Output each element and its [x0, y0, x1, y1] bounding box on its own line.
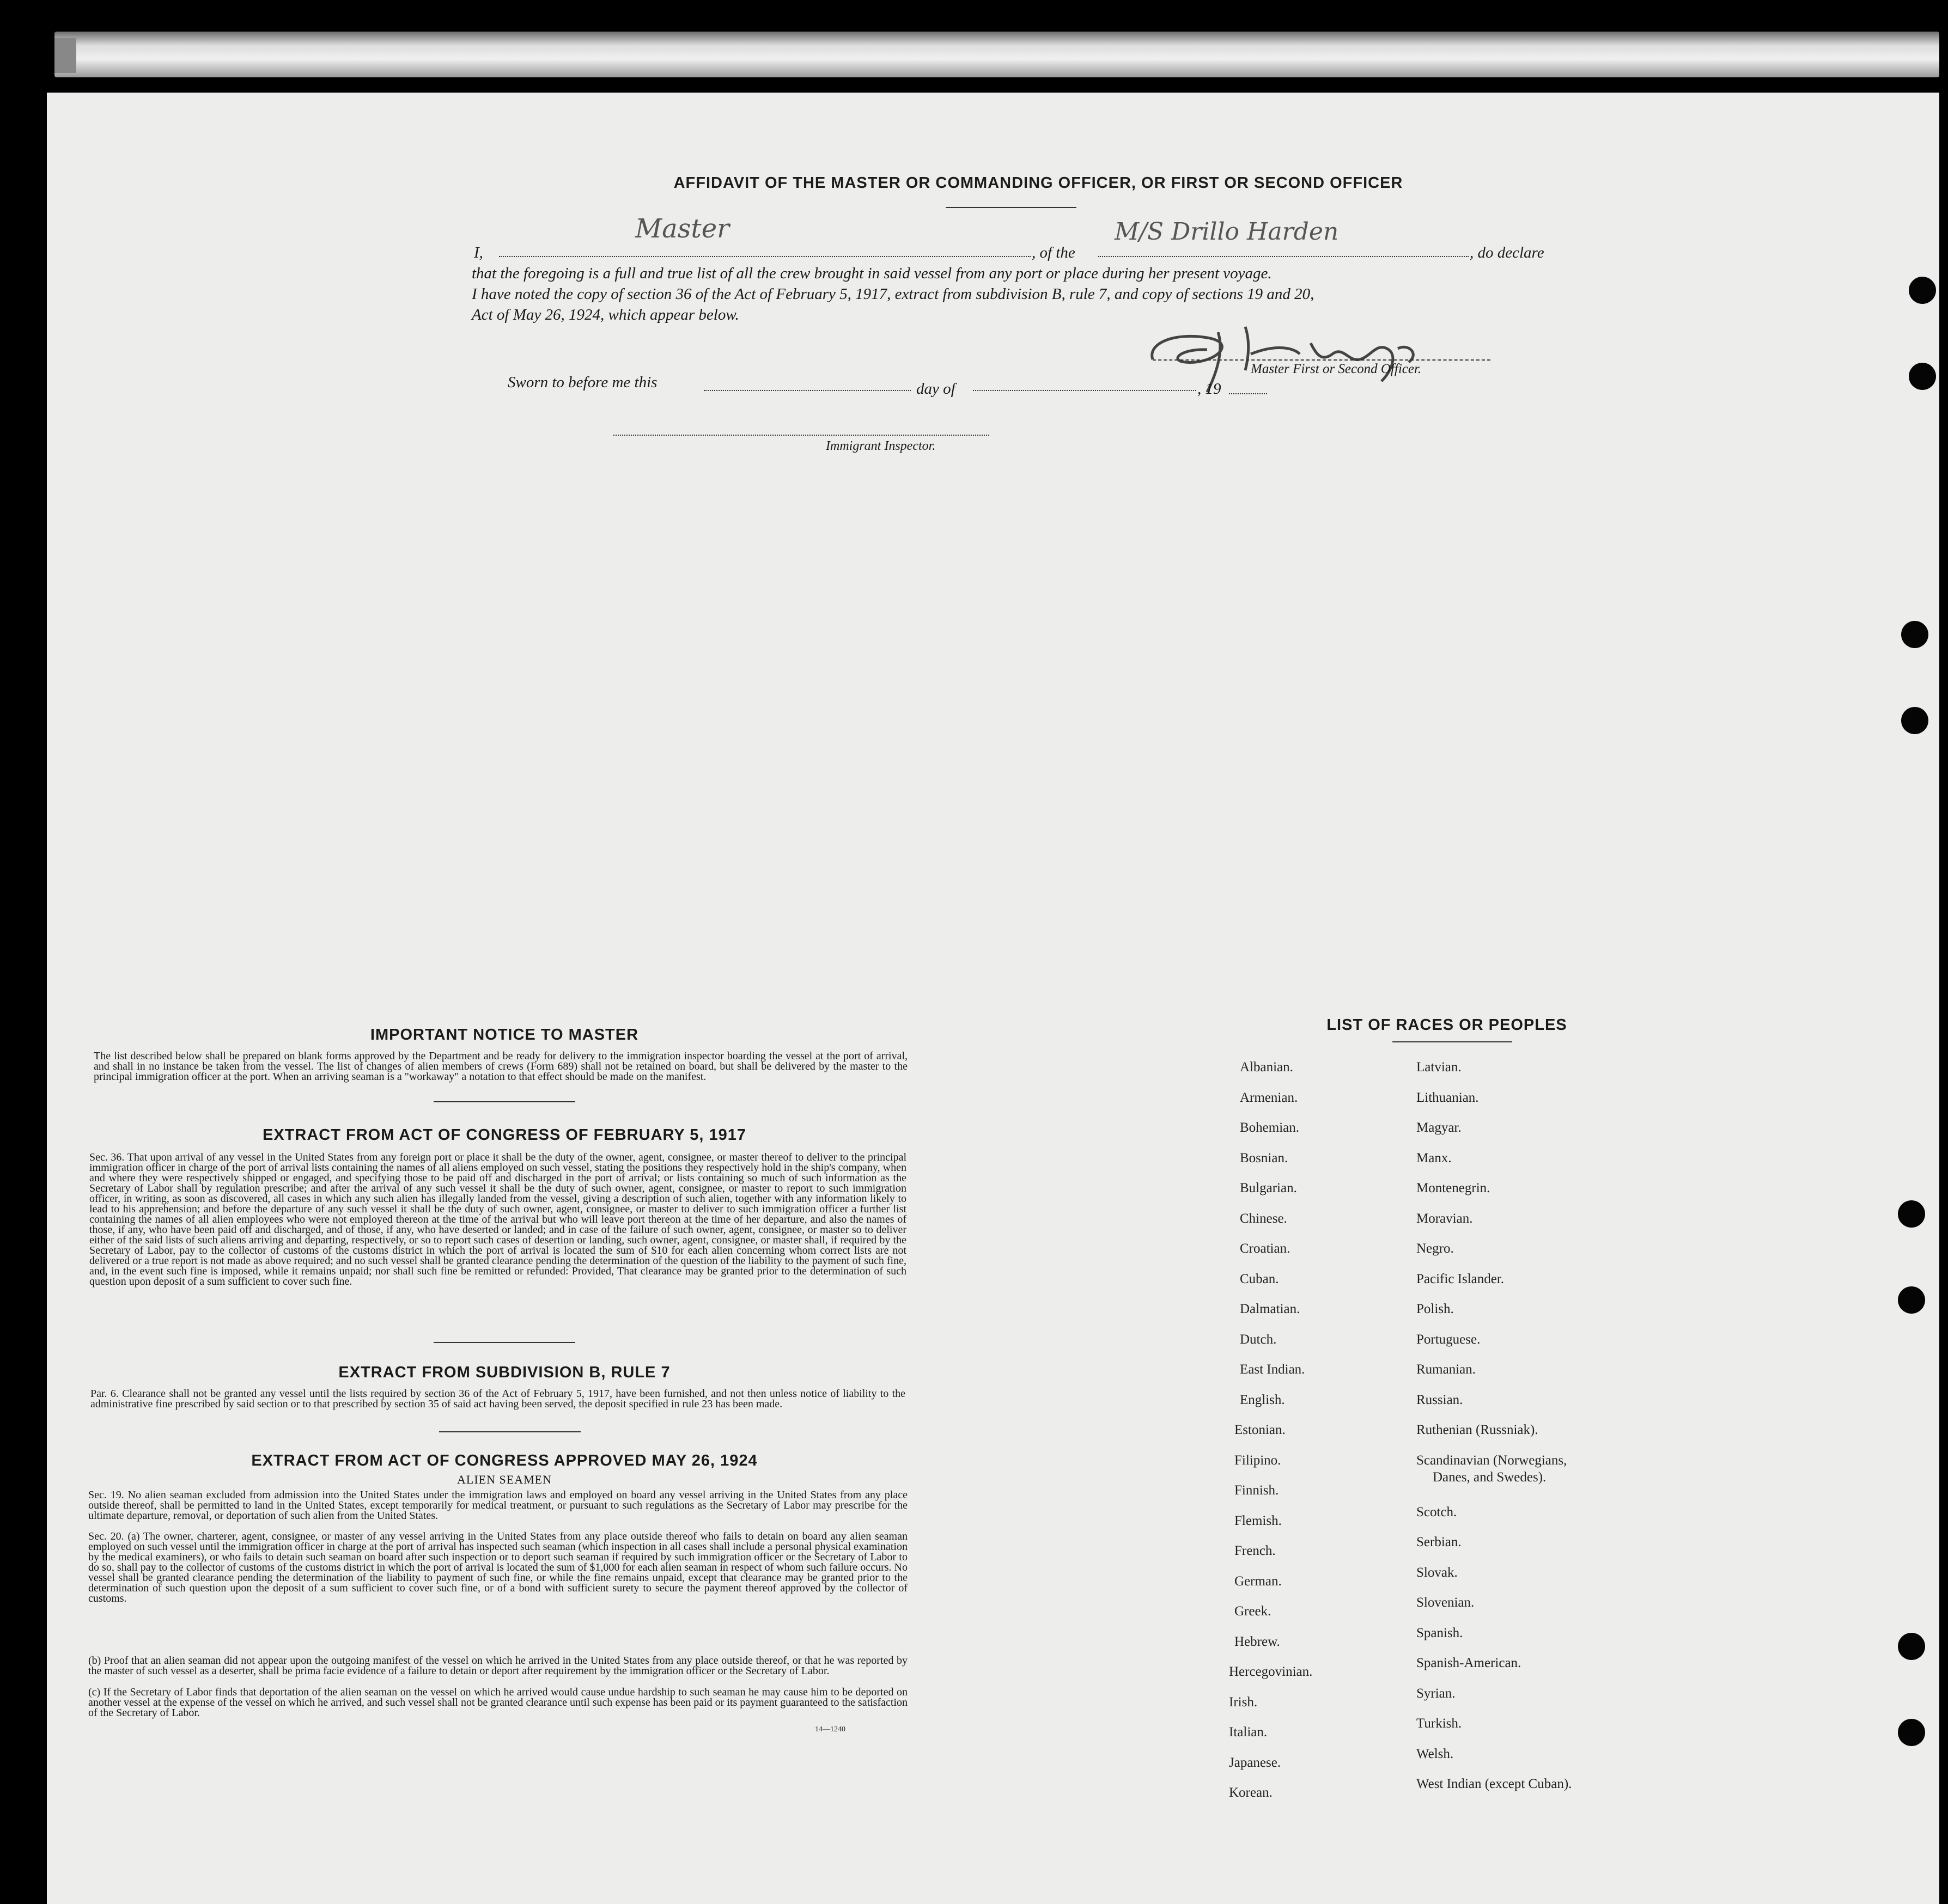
race-item: Bulgarian.: [1240, 1181, 1297, 1195]
punch-hole: [1898, 1633, 1925, 1660]
race-item: Pacific Islander.: [1416, 1271, 1505, 1286]
punch-hole: [1901, 707, 1928, 734]
punch-hole: [1909, 363, 1936, 390]
punch-hole: [1909, 277, 1936, 304]
punch-hole: [1901, 621, 1928, 648]
extract-1924-sec20a: Sec. 20. (a) The owner, charterer, agent, consignee, or master of any vessel arriving in the United States from any place outside thereof who fails to detain on board any alien seaman employed on such vessel until the immigration officer in charge at the port of arrival has inspected such seaman (which inspection in all cases shall include a personal physical examination by the medical examiners), or who fails to detain such seaman on board after such inspection or to deport such seaman if required by such immigration officer or the Secretary of Labor to do so, shall pay to the collector of customs of the customs district in which the port of arrival is located the sum of $1,000 for each alien seaman in respect of whom such failure occurs. No vessel shall be granted clearance pending the determination of the liability to payment of such fine, or while the fine remains unpaid, except that clearance may be granted prior to the determination of such question upon the deposit of a sum sufficient to cover such fine, or of a bond with sufficient surety to secure the payment thereof approved by the collector of customs.: [88, 1530, 908, 1604]
inspector-caption: Immigrant Inspector.: [826, 439, 936, 453]
race-item: Rumanian.: [1416, 1362, 1476, 1377]
year-text: , 19: [1197, 380, 1221, 398]
extract-1924-sec19: Sec. 19. No alien seaman excluded from admission into the United States under the immigration laws and employed on board any vessel arriving in the United States from any place outside thereof, shall be permitted to land in the United States, except temporarily for medical treatment, or pursuant to such regulations as the Secretary of Labor may prescribe for the ultimate departure, removal, or deportation of such alien from the United States.: [88, 1489, 908, 1522]
microfilm-edge-tab: [54, 38, 76, 73]
race-item: Bosnian.: [1240, 1150, 1288, 1165]
race-item: French.: [1234, 1543, 1276, 1558]
affidavit-title: AFFIDAVIT OF THE MASTER OR COMMANDING OFFICER, OR FIRST OR SECOND OFFICER: [673, 174, 1403, 192]
race-item: Irish.: [1229, 1694, 1258, 1710]
notice-divider: [434, 1101, 575, 1102]
master-signature: [1136, 310, 1518, 398]
race-item: Dutch.: [1240, 1332, 1277, 1347]
races-divider: [1392, 1041, 1512, 1042]
affidavit-i: I,: [474, 244, 483, 261]
race-item: Turkish.: [1416, 1716, 1462, 1731]
punch-hole: [1898, 1200, 1925, 1228]
race-item: Latvian.: [1416, 1060, 1462, 1075]
race-item: Montenegrin.: [1416, 1181, 1490, 1195]
race-item: Spanish-American.: [1416, 1656, 1521, 1670]
year-line: [1229, 393, 1267, 394]
sworn-text: Sworn to before me this: [508, 374, 658, 391]
race-item: Croatian.: [1240, 1241, 1290, 1256]
race-item: Filipino.: [1234, 1453, 1281, 1468]
extract-rule7-divider: [439, 1431, 581, 1432]
race-item: Japanese.: [1229, 1755, 1281, 1770]
notice-title: IMPORTANT NOTICE TO MASTER: [370, 1026, 639, 1043]
race-item: Greek.: [1234, 1604, 1271, 1619]
signature-caption: Master First or Second Officer.: [1251, 362, 1422, 376]
race-item: Korean.: [1229, 1785, 1273, 1800]
handwritten-vessel: M/S Drillo Harden: [1115, 218, 1339, 246]
extract-1917-divider: [434, 1342, 575, 1343]
race-item: Estonian.: [1234, 1423, 1286, 1437]
form-number: 14—1240: [815, 1725, 845, 1734]
race-item: Russian.: [1416, 1392, 1463, 1407]
affidavit-line2: that the foregoing is a full and true list of all the crew brought in said vessel from any port or place during her present voyage.: [472, 265, 1272, 282]
extract-1924-sec20b: (b) Proof that an alien seaman did not appear upon the outgoing manifest of the vessel on which he arrived in the United States from any place outside thereof, or that he was reported by the master of such vessel as a deserter, shall be prima facie evidence of a failure to detain or deport after requirement by the immigration officer or the Secretary of Labor.: [88, 1655, 908, 1677]
inspector-line: [613, 435, 989, 436]
extract-1924-title: EXTRACT FROM ACT OF CONGRESS APPROVED MAY 26, 1924: [251, 1452, 758, 1469]
race-item: Bohemian.: [1240, 1120, 1300, 1135]
race-item: Welsh.: [1416, 1746, 1454, 1761]
race-item: German.: [1234, 1573, 1282, 1589]
race-item: Scotch.: [1416, 1504, 1457, 1519]
affidavit-do-declare: , do declare: [1470, 244, 1544, 261]
race-item: Negro.: [1416, 1241, 1454, 1256]
extract-1924-subtitle: ALIEN SEAMEN: [457, 1473, 552, 1486]
race-item: Italian.: [1229, 1725, 1268, 1740]
affidavit-line3: I have noted the copy of section 36 of the Act of February 5, 1917, extract from subdivision B, rule 7, and copy of sections 19 and 20,: [472, 285, 1314, 303]
extract-rule7-title: EXTRACT FROM SUBDIVISION B, RULE 7: [338, 1364, 671, 1381]
notice-body: The list described below shall be prepared on blank forms approved by the Department and be ready for delivery to the immigration inspector boarding the vessel at the port of arrival, and shall in no instance be taken from the vessel. The list of changes of alien members of crews (Form 689) shall not be retained on board, but shall be delivered by the master to the principal immigration officer at the port. When an arriving seaman is a "workaway" a notation to that effect should be made on the manifest.: [94, 1050, 908, 1083]
races-title: LIST OF RACES OR PEOPLES: [1326, 1016, 1567, 1034]
race-item: Finnish.: [1234, 1483, 1279, 1498]
race-item: Magyar.: [1416, 1120, 1462, 1135]
extract-1917-title: EXTRACT FROM ACT OF CONGRESS OF FEBRUARY 5, 1917: [262, 1126, 747, 1144]
sworn-day-line: [704, 390, 911, 391]
punch-hole: [1898, 1719, 1925, 1746]
vessel-name-line: [1098, 256, 1469, 257]
race-item: Spanish.: [1416, 1625, 1463, 1640]
race-item: Scandinavian (Norwegians,: [1416, 1453, 1567, 1468]
punch-hole: [1898, 1286, 1925, 1314]
race-item: Syrian.: [1416, 1686, 1456, 1701]
races-left-column: [1180, 1060, 1409, 1899]
race-item: Portuguese.: [1416, 1332, 1481, 1347]
race-item: Hebrew.: [1234, 1634, 1280, 1649]
race-item: East Indian.: [1240, 1362, 1305, 1377]
extract-rule7-body: Par. 6. Clearance shall not be granted any vessel until the lists required by section 36 of the Act of February 5, 1917, have been furnished, and not then unless notice of liability to the administrative fine prescribed by said section or to that prescribed by section 35 of said act having been served, the deposit specified in rule 23 has been made.: [90, 1388, 905, 1410]
race-item: English.: [1240, 1392, 1285, 1407]
race-item: Chinese.: [1240, 1211, 1287, 1226]
race-item: Cuban.: [1240, 1271, 1279, 1286]
race-item: Serbian.: [1416, 1535, 1462, 1549]
handwritten-master: Master: [635, 213, 730, 244]
race-item: Ruthenian (Russniak).: [1416, 1423, 1538, 1437]
affidavit-line4: Act of May 26, 1924, which appear below.: [472, 306, 739, 324]
affidavit-of-the: , of the: [1032, 244, 1075, 261]
races-right-column: [1400, 1060, 1661, 1899]
race-item: Flemish.: [1234, 1513, 1282, 1528]
race-item: Manx.: [1416, 1150, 1452, 1165]
race-item: Dalmatian.: [1240, 1302, 1300, 1316]
race-item: Armenian.: [1240, 1090, 1298, 1105]
day-of-text: day of: [916, 380, 955, 398]
document-page: [47, 93, 1939, 1904]
microfilm-edge-strip: [54, 32, 1939, 77]
extract-1924-sec20c: (c) If the Secretary of Labor finds that deportation of the alien seaman on the vessel on which he arrived would cause undue hardship to such seaman he may cause him to be deported on another vessel at the expense of the vessel on which he arrived, and such vessel shall not be granted clearance until such expense has been paid or its payment guaranteed to the satisfaction of the Secretary of Labor.: [88, 1686, 908, 1719]
sworn-month-line: [973, 390, 1196, 391]
race-item: Moravian.: [1416, 1211, 1473, 1226]
signature-line: [1153, 359, 1490, 361]
race-item: Polish.: [1416, 1302, 1454, 1316]
extract-1917-body: Sec. 36. That upon arrival of any vessel in the United States from any foreign port or place it shall be the duty of the owner, agent, consignee, or master thereof to deliver to the principal immigration officer in charge of the port of arrival lists containing the names of all aliens employed on such vessel, stating the positions they respectively hold in the ship's company, when and where they were respectively shipped or engaged, and specifying those to be paid off and discharged in the port of arrival; or lists containing so much of such information as the Secretary of Labor shall by regulation prescribe; and after the arrival of any such vessel it shall be the duty of such owner, agent, consignee, or master to report to such immigration officer, in writing, as soon as discovered, all cases in which any such alien has illegally landed from the vessel, giving a description of such alien, together with any information likely to lead to his apprehension; and before the departure of any such vessel it shall be the duty of such owner, agent, consignee, or master to deliver to such immigration officer a further list containing the names of all alien employees who were not employed thereon at the time of the arrival but who will leave port thereon at the time of her departure, and also the names of those, if any, who have been paid off and discharged, and of those, if any, who have deserted or landed; and in case of the failure of such owner, agent, consignee, or master so to deliver either of the said lists of such aliens arriving and departing, respectively, or so to report such cases of desertion or landing, such owner, agent, consignee, or master shall, if required by the Secretary of Labor, pay to the collector of customs of the customs district in which the port of arrival is located the sum of $10 for each alien concerning whom correct lists are not delivered or a true report is not made as above required; and no such vessel shall be granted clearance pending the determination of the question of the liability to the payment of such fine, and, in the event such fine is imposed, while it remains unpaid; nor shall such fine be remitted or refunded: Provided, That clearance may be granted prior to the determination of such question upon deposit of a sum sufficient to cover such fine.: [89, 1151, 906, 1287]
race-item: Danes, and Swedes).: [1433, 1470, 1547, 1485]
race-item: Slovenian.: [1416, 1595, 1475, 1610]
race-item: Hercegovinian.: [1229, 1664, 1313, 1679]
race-item: Albanian.: [1240, 1060, 1293, 1075]
race-item: West Indian (except Cuban).: [1416, 1777, 1572, 1791]
master-name-line: [499, 256, 1031, 257]
race-item: Lithuanian.: [1416, 1090, 1479, 1105]
race-item: Slovak.: [1416, 1565, 1458, 1580]
title-underline: [946, 207, 1076, 208]
